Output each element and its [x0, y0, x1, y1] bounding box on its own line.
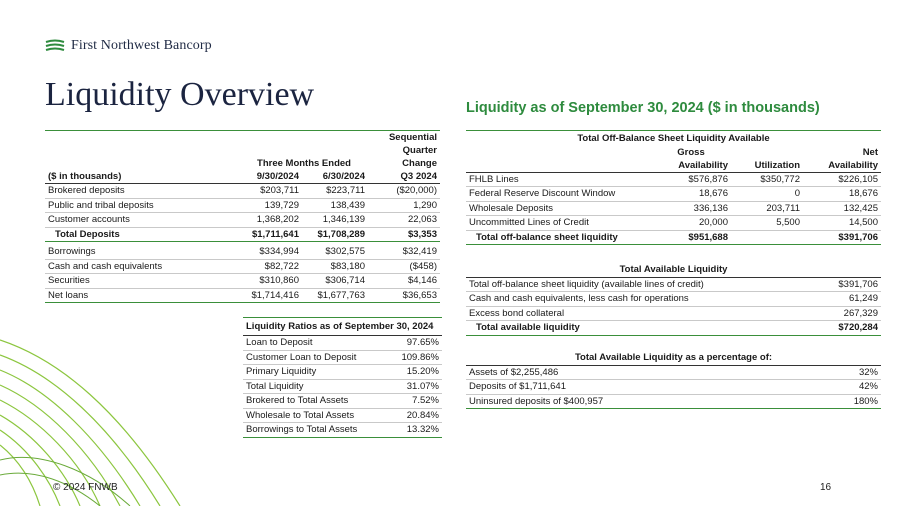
pct-title: Total Available Liquidity as a percentage of: [466, 350, 881, 365]
table-row: Federal Reserve Discount Window 18,676 0 18,676 [466, 187, 881, 202]
avail-total-row: Total available liquidity $720,284 [466, 321, 881, 336]
page-number: 16 [820, 482, 832, 493]
table-row: Cash and cash equivalents, less cash for operations 61,249 [466, 292, 881, 307]
table-row: Brokered deposits $203,711 $223,711 ($20,000) [45, 184, 440, 199]
deposits-table [45, 130, 440, 303]
off-balance-sheet-table [466, 130, 881, 245]
section-title: Liquidity as of September 30, 2024 ($ in thousands) [466, 100, 820, 116]
table-row: Customer accounts 1,368,202 1,346,139 22,063 [45, 213, 440, 228]
table-row: Net loans $1,714,416 $1,677,763 $36,653 [45, 288, 440, 303]
total-deposits-row: Total Deposits $1,711,641 $1,708,289 $3,353 [45, 227, 440, 242]
deposits-header-row-2 [45, 144, 440, 157]
header-period-group: Three Months Ended [257, 158, 351, 169]
header-change-l1: Sequential [388, 132, 437, 143]
header-change-l4: Q3 2024 [400, 171, 437, 182]
available-liquidity-table [466, 262, 881, 336]
company-name: First Northwest Bancorp [71, 38, 212, 53]
copyright: © 2024 FNWB [53, 482, 118, 493]
offbs-total-row: Total off-balance sheet liquidity $951,688 $391,706 [466, 230, 881, 245]
header-change-l3: Change [402, 158, 437, 169]
table-row: Customer Loan to Deposit 109.86% [243, 350, 442, 365]
offbs-title: Total Off-Balance Sheet Liquidity Available [577, 132, 770, 144]
header-change-l2: Quarter [402, 145, 437, 156]
table-row: Uncommitted Lines of Credit 20,000 5,500 14,500 [466, 216, 881, 231]
avail-title: Total Available Liquidity [466, 262, 881, 277]
header-col1: 9/30/2024 [256, 171, 299, 182]
table-row: Cash and cash equivalents $82,722 $83,180 ($458) [45, 259, 440, 274]
header-col2: 6/30/2024 [322, 171, 365, 182]
avail-title-row [466, 262, 881, 277]
logo-mark-icon [45, 39, 65, 53]
table-row: Securities $310,860 $306,714 $4,146 [45, 274, 440, 289]
deposits-header-row-1 [45, 131, 440, 145]
table-row: Loan to Deposit 97.65% [243, 336, 442, 351]
liquidity-percentage-table [466, 350, 881, 409]
table-row: FHLB Lines $576,876 $350,772 $226,105 [466, 172, 881, 187]
table-row: Total off-balance sheet liquidity (available lines of credit) $391,706 [466, 277, 881, 292]
table-row: Uninsured deposits of $400,957 180% [466, 394, 881, 409]
ratios-title-row [243, 318, 442, 336]
company-logo [45, 38, 212, 54]
liquidity-ratios-table [243, 317, 442, 438]
offbs-title-row [466, 131, 881, 146]
offbs-header-row-2: Availability Utilization Availability [466, 159, 881, 173]
table-row: Total Liquidity 31.07% [243, 379, 442, 394]
table-row: Deposits of $1,711,641 42% [466, 380, 881, 395]
table-row: Wholesale Deposits 336,136 203,711 132,425 [466, 201, 881, 216]
offbs-header-row-1: Gross Net [677, 146, 878, 158]
deposits-header-row-4 [45, 170, 440, 184]
table-row: Excess bond collateral 267,329 [466, 306, 881, 321]
table-row: Public and tribal deposits 139,729 138,439 1,290 [45, 198, 440, 213]
pct-title-row [466, 350, 881, 365]
table-row: Borrowings $334,994 $302,575 $32,419 [45, 245, 440, 260]
page-title: Liquidity Overview [45, 76, 315, 113]
table-row: Primary Liquidity 15.20% [243, 365, 442, 380]
deposits-header-row-3 [45, 157, 440, 170]
header-units: ($ in thousands) [48, 171, 122, 182]
ratios-title: Liquidity Ratios as of September 30, 2024 [246, 321, 434, 332]
table-row: Wholesale to Total Assets 20.84% [243, 408, 442, 423]
table-row: Assets of $2,255,486 32% [466, 365, 881, 380]
table-row: Brokered to Total Assets 7.52% [243, 394, 442, 409]
decorative-curves [0, 300, 240, 506]
table-row: Borrowings to Total Assets 13.32% [243, 423, 442, 438]
